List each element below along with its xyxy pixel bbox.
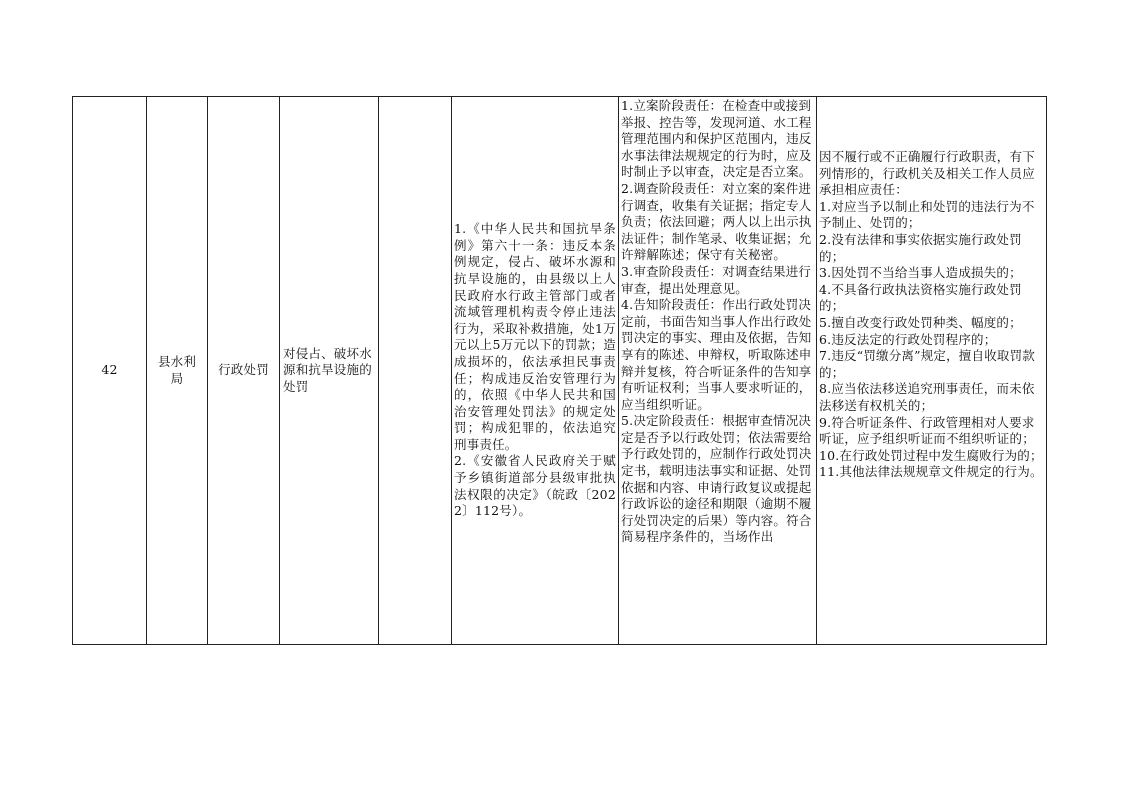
row-number: 42: [101, 362, 118, 378]
table-row: [73, 97, 1047, 645]
responsibility-clip: [621, 98, 814, 644]
power-type: 行政处罚: [218, 362, 269, 378]
row-number-cell: [73, 97, 147, 645]
department-cell: [147, 97, 208, 645]
liability-cell: [817, 97, 1047, 645]
responsibility-text: 1.立案阶段责任：在检查中或接到举报、控告等，发现河道、水工程管理范围内和保护区范围内，违反水事法律法规规定的行为时，应及时制止予以审查，决定是否立案。 2.调查阶段责任：对立案的案件进行调查，收集有关证据；指定专人负责；依法回避；两人以上出示执法证件；制作笔录、收集证据；允许辩解陈述；保守有关秘密。 3.审查阶段责任：对调查结果进行审查，提出处理意见。 4.告知阶段责任：作出行政处罚决定前，书面告知当事人作出行政处罚决定的事实、理由及依据，告知享有的陈述、申辩权，听取陈述申辩并复核，符合听证条件的告知享有听证权利；当事人要求听证的，应当组织听证。 5.决定阶段责任：根据审查情况决定是否予以行政处罚；依法需要给予行政处罚的，应制作行政处罚决定书，载明违法事实和证据、处罚依据和内容、申请行政复议或提起行政诉讼的途径和期限（逾期不履行处罚决定的后果）等内容。符合简易程序条件的，当场作出: [621, 98, 812, 545]
legal-basis-text: 1.《中华人民共和国抗旱条例》第六十一条：违反本条例规定，侵占、破坏水源和抗旱设施的，由县级以上人民政府水行政主管部门或者流域管理机构责令停止违法行为，采取补救措施，处1万元以上5万元以下的罚款；造成损坏的，依法承担民事责任；构成违反治安管理行为的，依照《中华人民共和国治安管理处罚法》的规定处罚；构成犯罪的，依法追究刑事责任。 2.《安徽省人民政府关于赋予乡镇街道部分县级审批执法权限的决定》（皖政〔2022〕112号）。: [454, 221, 616, 519]
power-list-table: [72, 96, 1047, 645]
item-name-cell: [280, 97, 379, 645]
department-name: 县水利局: [157, 353, 197, 386]
power-type-cell: [208, 97, 280, 645]
item-name: 对侵占、破坏水源和抗旱设施的处罚: [283, 345, 372, 394]
legal-basis-cell: [452, 97, 619, 645]
subitem-cell: [379, 97, 452, 645]
responsibility-cell: [619, 97, 817, 645]
liability-text: 因不履行或不正确履行行政职责，有下列情形的，行政机关及相关工作人员应承担相应责任： 1.对应当予以制止和处罚的违法行为不予制止、处罚的； 2.没有法律和事实依据实施行政处罚的； 3.因处罚不当给当事人造成损失的； 4.不具备行政执法资格实施行政处罚的； 5.擅自改变行政处罚种类、幅度的； 6.违反法定的行政处罚程序的； 7.违反“罚缴分离”规定，擅自收取罚款的； 8.应当依法移送追究刑事责任，而未依法移送有权机关的； 9.符合听证条件、行政管理相对人要求听证，应予组织听证而不组织听证的； 10.在行政处罚过程中发生腐败行为的； 11.其他法律法规规章文件规定的行为。: [819, 149, 1043, 480]
